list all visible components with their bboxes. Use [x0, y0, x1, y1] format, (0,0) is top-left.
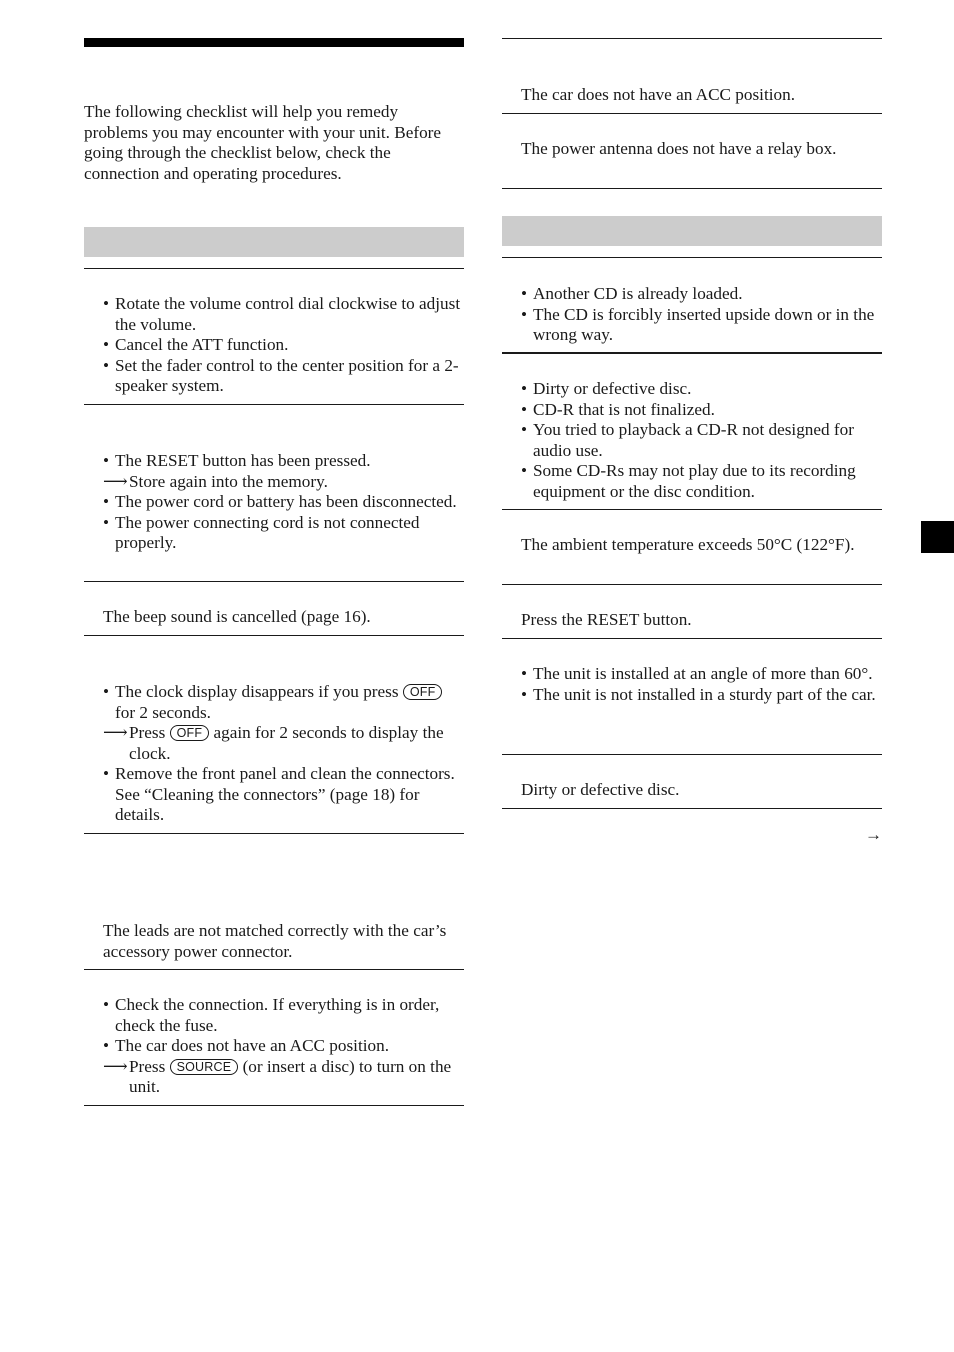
checklist-memory — [103, 451, 465, 554]
divider — [502, 638, 882, 639]
divider — [84, 404, 464, 405]
beep-note: The beep sound is cancelled (page 16). — [103, 607, 371, 626]
continued-arrow-icon: → — [865, 825, 882, 844]
sub-item-text: Press — [129, 1056, 166, 1076]
sub-item-text: again for 2 seconds to display the clock. — [129, 723, 444, 763]
divider — [502, 113, 882, 114]
divider — [84, 268, 464, 269]
arrow-right-icon: ⟶ — [103, 471, 128, 491]
intro-paragraph: The following checklist will help you remedy problems you may encounter with your unit. Before going through the checklist below, check the connection and operating procedures. — [84, 102, 442, 183]
list-item-text: The car does not have an ACC position. — [115, 1036, 389, 1055]
checklist-cd-loading — [521, 284, 883, 346]
list-item: • Check the connection. If everything is in order, check the fuse. — [103, 995, 465, 1036]
list-item: • CD-R that is not finalized. — [521, 400, 883, 421]
source-key: SOURCE — [170, 1059, 239, 1075]
list-item — [103, 682, 465, 764]
divider — [502, 584, 882, 585]
sub-item — [103, 1057, 465, 1098]
divider — [84, 581, 464, 582]
list-item: • The CD is forcibly inserted upside down or in the wrong way. — [521, 305, 883, 346]
divider — [502, 509, 882, 510]
list-item: • The unit is not installed in a sturdy part of the car. — [521, 685, 883, 706]
off-key: OFF — [170, 725, 210, 741]
list-item — [103, 1036, 465, 1098]
checklist-installation — [521, 664, 883, 705]
page-thumb-tab — [921, 521, 954, 553]
list-item: • The power connecting cord is not connected properly. — [103, 513, 465, 554]
checklist-display — [103, 682, 465, 826]
sub-item — [103, 472, 465, 493]
divider — [502, 188, 882, 189]
reset-note: Press the RESET button. — [521, 610, 692, 629]
dirty-disc-note: Dirty or defective disc. — [521, 780, 680, 799]
divider — [84, 969, 464, 970]
antenna-note: The power antenna does not have a relay box. — [521, 139, 837, 158]
off-key: OFF — [403, 684, 443, 700]
title-bar — [84, 38, 464, 47]
acc-note: The car does not have an ACC position. — [521, 85, 795, 104]
sub-item-text: Press — [129, 723, 166, 742]
sub-item-text: Store again into the memory. — [129, 471, 328, 491]
list-item: • The power cord or battery has been disconnected. — [103, 492, 465, 513]
list-item: • The unit is installed at an angle of more than 60°. — [521, 664, 883, 685]
list-item: • Another CD is already loaded. — [521, 284, 883, 305]
list-item: • You tried to playback a CD-R not designed for audio use. — [521, 420, 883, 461]
list-item-text: for 2 seconds. — [115, 702, 211, 722]
list-item: • Set the fader control to the center position for a 2-speaker system. — [103, 356, 465, 397]
leads-note: The leads are not matched correctly with the car’s accessory power connector. — [103, 921, 447, 961]
list-item: • Cancel the ATT function. — [103, 335, 465, 356]
divider — [502, 38, 882, 39]
list-item-text: The clock display disappears if you press — [115, 682, 399, 701]
divider — [84, 833, 464, 834]
checklist-volume — [103, 294, 465, 397]
list-item-text: The RESET button has been pressed. — [115, 451, 371, 470]
list-item: • Remove the front panel and clean the connectors. See “Cleaning the connectors” (page 18) for details. — [103, 764, 465, 826]
checklist-power — [103, 995, 465, 1098]
list-item: • Dirty or defective disc. — [521, 379, 883, 400]
arrow-right-icon: ⟶ — [103, 723, 128, 742]
temperature-note: The ambient temperature exceeds 50°C (122°F). — [521, 535, 855, 554]
divider — [502, 352, 882, 354]
divider — [502, 257, 882, 258]
list-item: • Some CD-Rs may not play due to its recording equipment or the disc condition. — [521, 461, 883, 502]
list-item: • Rotate the volume control dial clockwise to adjust the volume. — [103, 294, 465, 335]
divider — [502, 754, 882, 755]
list-item — [103, 451, 465, 492]
section-header-bar-right — [502, 216, 882, 246]
sub-item — [103, 723, 465, 764]
divider — [502, 808, 882, 809]
arrow-right-icon: ⟶ — [103, 1056, 128, 1076]
section-header-bar-left — [84, 227, 464, 257]
checklist-playback — [521, 379, 883, 502]
sub-item-text: (or insert a disc) to turn on the unit. — [129, 1056, 452, 1096]
divider — [84, 1105, 464, 1106]
divider — [84, 635, 464, 636]
